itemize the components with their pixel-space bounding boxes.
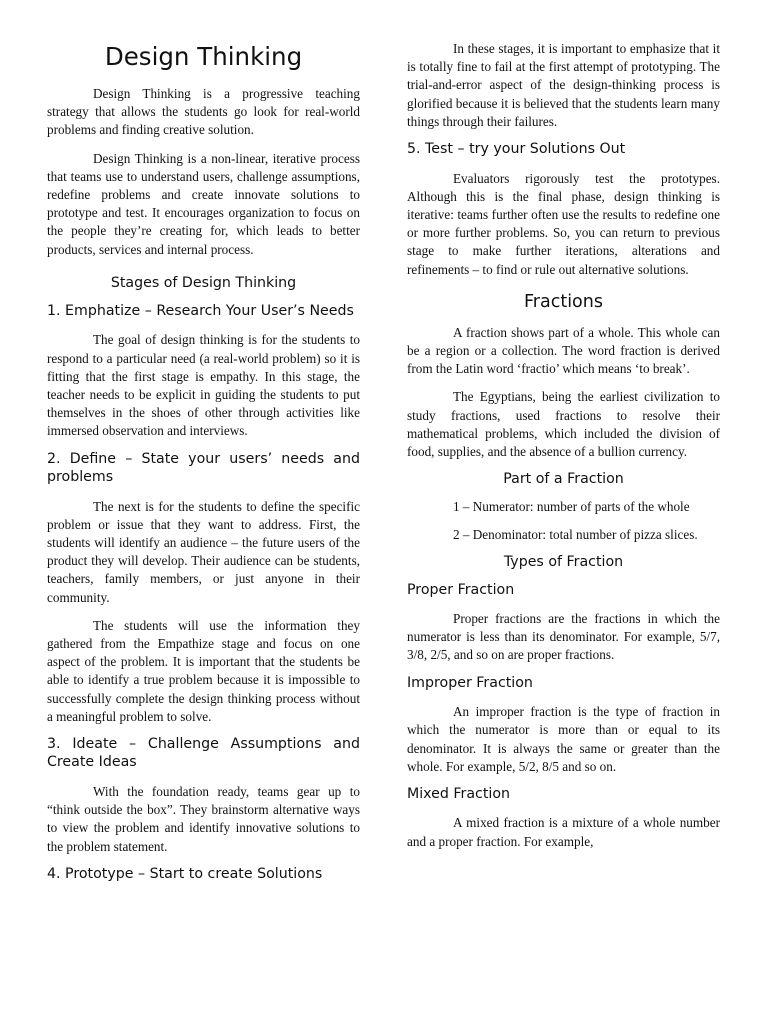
intro-paragraph-2: Design Thinking is a non-linear, iterative process that teams use to understand users, challenge assumptions, redefine problems and create innovate solutions to prototype and test. It encourages organization to focus on the people they’re creating for, which leads to better products, services and internal process.	[47, 150, 360, 257]
stage-4-paragraph: In these stages, it is important to emphasize that it is totally fine to fail at the first attempt of prototyping. The trial-and-error aspect of the design-thinking process is glorified because it is believed that the students learn many things through their failures.	[407, 41, 720, 129]
mixed-fraction-heading: Mixed Fraction	[407, 785, 511, 802]
right-column	[407, 40, 720, 851]
stage-2-paragraph-1: The next is for the students to define the specific problem or issue that they want to address. First, the students will identify an audience – the future users of the product they will develop. Their audience can be students, teachers, family members, or just anyone in their community.	[47, 498, 360, 605]
fractions-heading: Fractions	[524, 291, 603, 312]
part-of-fraction-heading: Part of a Fraction	[503, 471, 624, 488]
types-of-fraction-heading: Types of Fraction	[503, 554, 624, 571]
stage-1-paragraph: The goal of design thinking is for the students to respond to a particular need (a real-world problem) so it is fitting that the first stage is empathy. In this stage, the teacher needs to be explicit in guiding the students to put themselves in the shoes of other through activities like immersed observation and interviews.	[47, 332, 360, 439]
improper-fraction-paragraph: An improper fraction is the type of fraction in which the numerator is more than or equal to its denominator. It is always the same or greater than the whole. For example, 5/2, 8/5 and so on.	[407, 704, 720, 774]
stage-3-paragraph: With the foundation ready, teams gear up to “think outside the box”. They brainstorm alternative ways to view the problem and identify innovative solutions to the problem statement.	[47, 783, 360, 854]
fractions-paragraph-2: The Egyptians, being the earliest civilization to study fractions, used fractions to resolve their mathematical problems, which included the division of food, supplies, and the absence of a bullion currency.	[407, 389, 720, 459]
proper-fraction-heading: Proper Fraction	[407, 581, 515, 598]
stage-5-paragraph: Evaluators rigorously test the prototypes. Although this is the final phase, design thinking is iterative: teams further often use the results to redefine one or more further problems. So, you can return to previous stage to make further iterations, alterations and refinements – to find or rule out alternative solutions.	[407, 170, 720, 277]
denominator-item: 2 – Denominator: total number of pizza slices.	[453, 526, 698, 542]
fractions-paragraph-1: A fraction shows part of a whole. This whole can be a region or a collection. The word fraction is derived from the Latin word ‘fractio’ which means ‘to break’.	[407, 324, 720, 377]
left-column	[47, 40, 360, 894]
mixed-fraction-paragraph: A mixed fraction is a mixture of a whole number and a proper fraction. For example,	[407, 815, 720, 849]
improper-fraction-heading: Improper Fraction	[407, 674, 533, 691]
intro-paragraph-1: Design Thinking is a progressive teaching strategy that allows the students go look for real-world problems and finding creative solution.	[47, 86, 360, 138]
stage-2-paragraph-2: The students will use the information they gathered from the Empathize stage and focus on one aspect of the problem. It is important that the students be able to identify a true problem because it is impossible to successfully complete the design thinking process without a meaningful problem to solve.	[47, 617, 360, 724]
stage-5-heading: 5. Test – try your Solutions Out	[407, 141, 626, 158]
numerator-item: 1 – Numerator: number of parts of the whole	[453, 498, 690, 514]
page-title: Design Thinking	[104, 42, 303, 71]
stage-3-heading: 3. Ideate – Challenge Assumptions and Create Ideas	[47, 735, 360, 771]
proper-fraction-paragraph: Proper fractions are the fractions in which the numerator is less than its denominator. For example, 5/7, 3/8, 2/5, and so on are proper fractions.	[407, 611, 720, 663]
stage-4-heading: 4. Prototype – Start to create Solutions	[47, 865, 323, 882]
stage-2-heading: 2. Define – State your users’ needs and problems	[47, 450, 360, 486]
stage-1-heading: 1. Emphatize – Research Your User’s Needs	[47, 302, 354, 319]
stages-heading: Stages of Design Thinking	[110, 274, 297, 291]
